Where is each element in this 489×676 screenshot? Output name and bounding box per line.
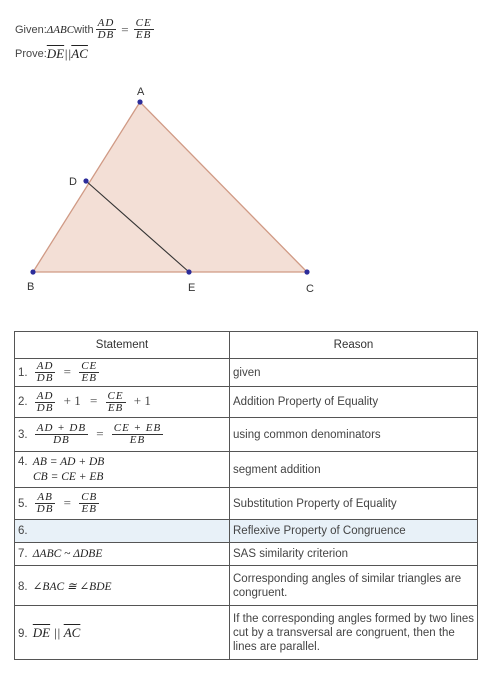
table-row: [15, 543, 478, 566]
statement-cell: [15, 543, 230, 566]
fraction-denominator: EB: [135, 29, 152, 41]
fraction-numerator: CB: [81, 491, 98, 503]
fraction-numerator: CE: [107, 389, 124, 402]
fraction-numerator: CE + EB: [113, 422, 162, 434]
fraction-numerator: AD: [36, 389, 54, 402]
point-a: [137, 99, 142, 104]
fraction: [79, 492, 99, 515]
fraction-numerator: AD: [97, 17, 115, 29]
statement-cell: [15, 488, 230, 520]
fraction-denominator: DB: [36, 401, 54, 414]
label-b: B: [27, 281, 35, 293]
given-triangle: ΔABC: [46, 23, 75, 36]
step-number: 7.: [18, 548, 28, 560]
given-with: with: [74, 23, 94, 36]
step-number: 4.: [18, 455, 28, 468]
statement-cell: [15, 387, 230, 418]
fraction-denominator: EB: [107, 401, 124, 414]
table-row: [15, 488, 478, 520]
statement-cell: [15, 452, 230, 488]
statement-line-2: CB = CE + EB: [33, 470, 104, 483]
equals-sign: =: [96, 425, 104, 441]
table-row: [15, 387, 478, 418]
fraction-numerator: AD + DB: [36, 422, 87, 434]
reason-cell: Substitution Property of Equality: [230, 488, 478, 520]
fraction: [112, 423, 163, 446]
fraction: [106, 391, 126, 414]
fraction: [35, 492, 56, 515]
table-row: [15, 566, 478, 606]
label-d: D: [69, 176, 77, 188]
statement-cell-empty[interactable]: [15, 520, 230, 543]
point-b: [30, 269, 35, 274]
fraction-denominator: DB: [36, 503, 54, 515]
step-number: 3.: [18, 428, 28, 441]
header-reason: Reason: [230, 332, 478, 359]
fraction-denominator: EB: [81, 503, 97, 515]
equals-sign: =: [63, 363, 72, 379]
proof-table: [14, 331, 478, 660]
segment-ac: $\overline{AC}$: [71, 46, 88, 61]
fraction: [35, 361, 56, 384]
statement-line-1: AB = AD + DB: [32, 455, 105, 468]
fraction: [35, 423, 88, 446]
statement-text: ΔABC ~ ΔDBE: [32, 548, 103, 560]
step-number: 2.: [18, 396, 28, 409]
point-e: [186, 269, 191, 274]
given-label: Given:: [15, 23, 47, 36]
triangle-figure: [0, 0, 489, 320]
step-number: 6.: [18, 525, 28, 537]
step-number: 1.: [18, 366, 28, 379]
reason-cell: Addition Property of Equality: [230, 387, 478, 418]
equals-sign: =: [63, 494, 72, 510]
label-a: A: [137, 86, 145, 98]
fraction-numerator: CE: [135, 17, 152, 29]
statement-cell: [15, 606, 230, 660]
fraction-denominator: EB: [81, 372, 97, 384]
fraction-denominator: EB: [129, 434, 146, 446]
reason-cell: segment addition: [230, 452, 478, 488]
step-number: 5.: [18, 497, 28, 510]
table-row: [15, 418, 478, 452]
table-header-row: [15, 332, 478, 359]
table-row-highlighted[interactable]: [15, 520, 478, 543]
label-c: C: [306, 283, 314, 295]
header-statement: Statement: [15, 332, 230, 359]
segment-ac: $\overline{AC}$: [63, 624, 81, 640]
point-c: [304, 269, 309, 274]
equals-sign: =: [89, 393, 98, 409]
fraction-numerator: CE: [81, 360, 98, 372]
reason-cell: Corresponding angles of similar triangles are congruent.: [230, 566, 478, 606]
reason-cell: SAS similarity criterion: [230, 543, 478, 566]
fraction-denominator: DB: [36, 372, 54, 384]
step-number: 8.: [18, 580, 28, 593]
reason-cell: If the corresponding angles formed by two lines cut by a transversal are congruent, then the lines are parallel.: [230, 606, 478, 660]
fraction-denominator: DB: [53, 434, 70, 446]
point-d: [83, 178, 88, 183]
table-row: [15, 359, 478, 387]
statement-cell: [15, 418, 230, 452]
fraction-numerator: AB: [37, 491, 53, 503]
parallel-symbol: ||: [53, 624, 61, 640]
statement-text: ∠BAC ≅ ∠BDE: [32, 580, 112, 593]
segment-de: $\overline{DE}$: [32, 624, 51, 640]
statement-cell: [15, 359, 230, 387]
step-number: 9.: [18, 627, 28, 640]
fraction: [35, 391, 56, 414]
plus-one: + 1: [133, 393, 151, 409]
reason-cell: using common denominators: [230, 418, 478, 452]
equals-sign: =: [121, 21, 129, 37]
plus-one: + 1: [63, 393, 81, 409]
fraction-denominator: DB: [97, 29, 115, 41]
prove-label: Prove:: [15, 48, 47, 60]
label-e: E: [188, 282, 196, 294]
fraction-numerator: AD: [36, 360, 54, 372]
table-row: [15, 606, 478, 660]
reason-cell: given: [230, 359, 478, 387]
reason-cell: Reflexive Property of Congruence: [230, 520, 478, 543]
fraction: [79, 361, 99, 384]
table-row: [15, 452, 478, 488]
statement-cell: [15, 566, 230, 606]
segment-de: $\overline{DE}$: [46, 46, 65, 61]
parallel-symbol: ||: [64, 46, 72, 61]
